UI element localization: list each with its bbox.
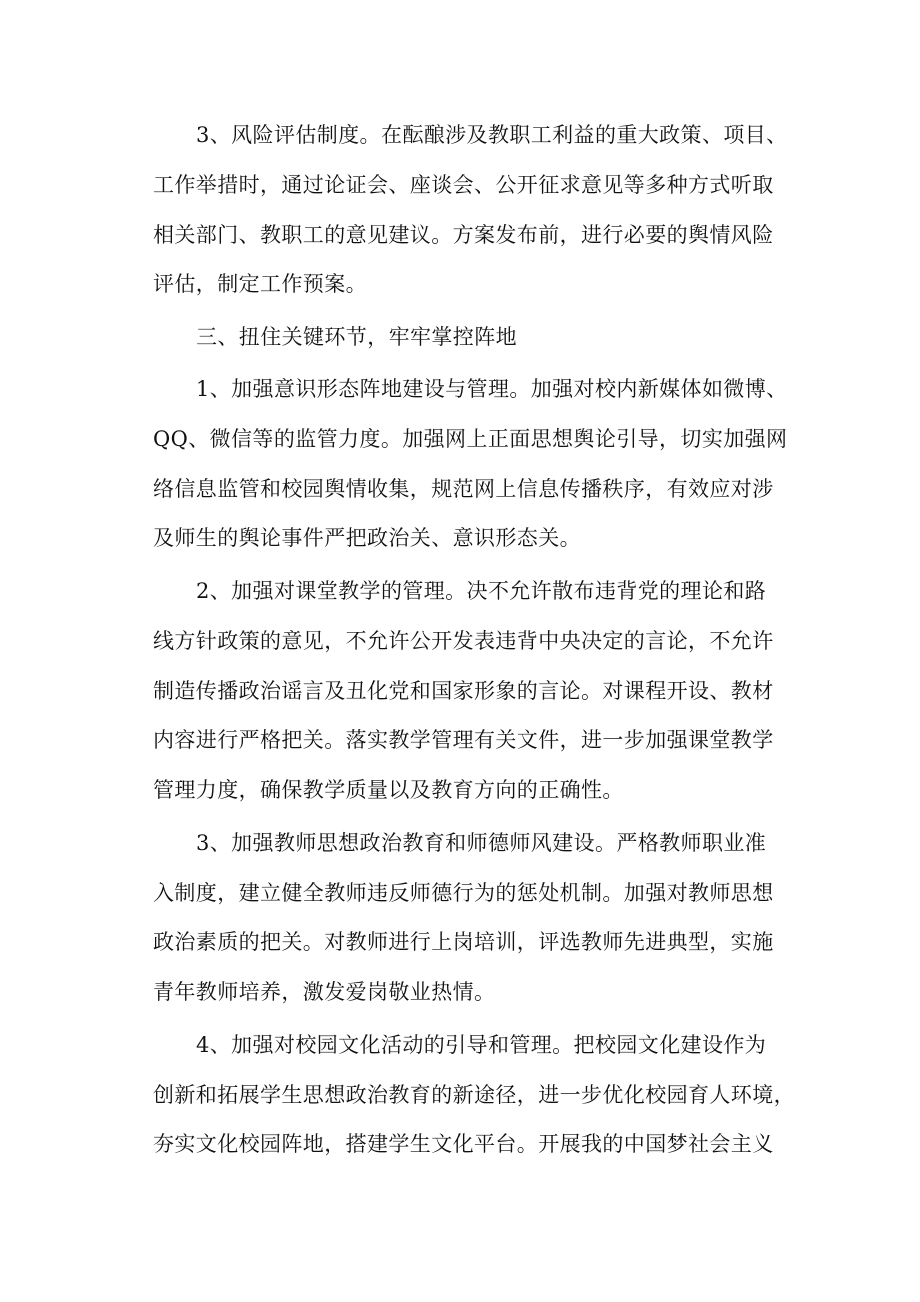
paragraph-4-line-1: 3、加强教师思想政治教育和师德师风建设。严格教师职业准	[196, 831, 767, 855]
paragraph-5-line-2: 创新和拓展学生思想政治教育的新途径，进一步优化校园育人环境，	[153, 1083, 795, 1107]
paragraph-4-line-3: 政治素质的把关。对教师进行上岗培训，评选教师先进典型，实施	[153, 930, 774, 954]
paragraph-5-line-3: 夯实文化校园阵地，搭建学生文化平台。开展我的中国梦社会主义	[153, 1132, 774, 1156]
paragraph-2-line-4: 及师生的舆论事件严把政治关、意识形态关。	[153, 526, 581, 550]
section-heading: 三、扭住关键环节，牢牢掌控阵地	[196, 325, 517, 349]
paragraph-2-line-1: 1、加强意识形态阵地建设与管理。加强对校内新媒体如微博、	[196, 377, 788, 401]
paragraph-1-line-1: 3、风险评估制度。在酝酿涉及教职工利益的重大政策、项目、	[196, 123, 788, 147]
paragraph-1-line-3: 相关部门、教职工的意见建议。方案发布前，进行必要的舆情风险	[153, 223, 774, 247]
paragraph-3-line-5: 管理力度，确保教学质量以及教育方向的正确性。	[153, 778, 624, 802]
paragraph-3-line-4: 内容进行严格把关。落实教学管理有关文件，进一步加强课堂教学	[153, 728, 774, 752]
paragraph-4-line-2: 入制度，建立健全教师违反师德行为的惩处机制。加强对教师思想	[153, 881, 774, 905]
paragraph-1-line-2: 工作举措时，通过论证会、座谈会、公开征求意见等多种方式听取	[153, 173, 774, 197]
paragraph-1-line-4: 评估，制定工作预案。	[153, 272, 367, 296]
paragraph-2-line-3: 络信息监管和校园舆情收集，规范网上信息传播秩序，有效应对涉	[153, 477, 774, 501]
paragraph-2-line-2: QQ、微信等的监管力度。加强网上正面思想舆论引导，切实加强网	[153, 427, 788, 451]
paragraph-4-line-4: 青年教师培养，激发爱岗敬业热情。	[153, 980, 496, 1004]
paragraph-3-line-2: 线方针政策的意见，不允许公开发表违背中央决定的言论，不允许	[153, 629, 774, 653]
paragraph-3-line-3: 制造传播政治谣言及丑化党和国家形象的言论。对课程开设、教材	[153, 679, 774, 703]
paragraph-5-line-1: 4、加强对校园文化活动的引导和管理。把校园文化建设作为	[196, 1033, 767, 1057]
paragraph-3-line-1: 2、加强对课堂教学的管理。决不允许散布违背党的理论和路	[196, 579, 767, 603]
